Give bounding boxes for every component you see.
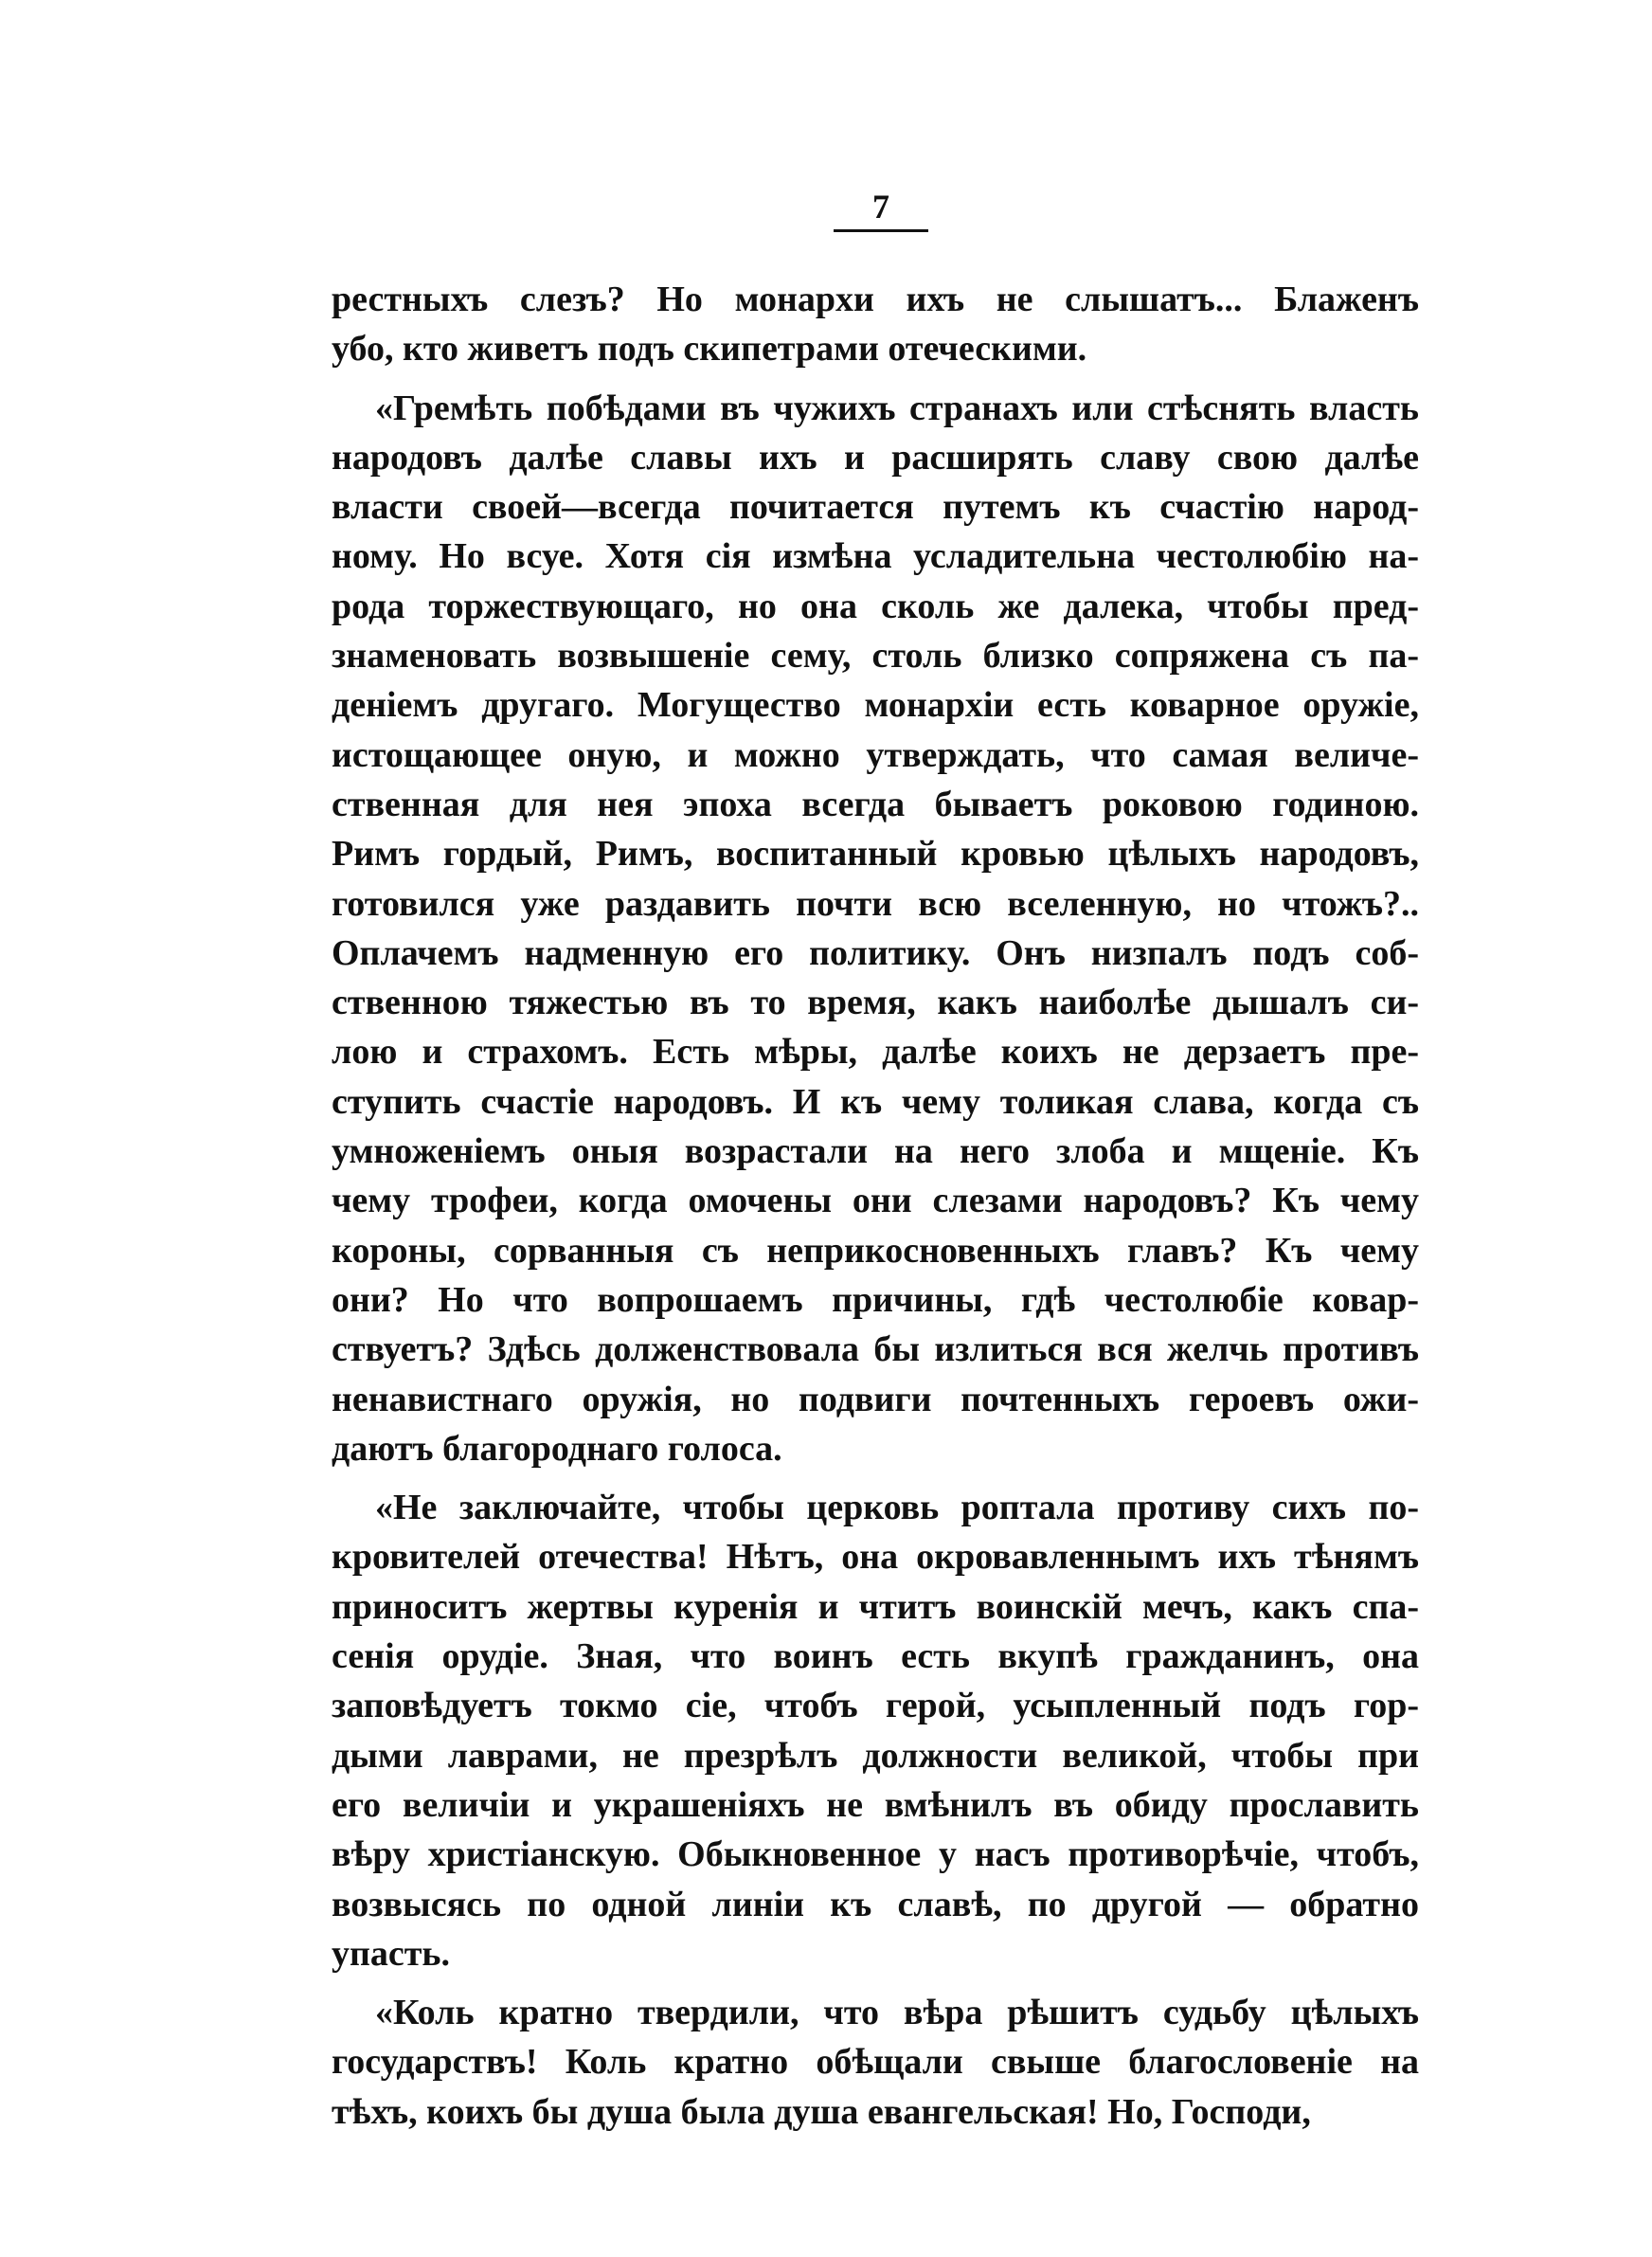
text-line: «Не заключайте, чтобы церковь роптала противу сихъ по-	[375, 1488, 1419, 1528]
text-line: ствуетъ? Здѣсь долженствовала бы излиться вся желчь противъ	[332, 1329, 1419, 1370]
paragraph-gap	[332, 1473, 1419, 1483]
text-line: готовился уже раздавить почти всю вселенную, но чтожъ?..	[332, 883, 1419, 924]
text-line: «Коль кратно твердили, что вѣра рѣшитъ судьбу цѣлыхъ	[375, 1993, 1419, 2033]
text-line: «Гремѣть побѣдами въ чужихъ странахъ или стѣснять власть	[375, 388, 1419, 428]
text-line: знаменовать возвышеніе сему, столь близко сопряжена съ па-	[332, 636, 1419, 677]
text-line: сенія орудіе. Зная, что воинъ есть вкупѣ гражданинъ, она	[332, 1636, 1419, 1677]
text-line: вѣру христіанскую. Обыкновенное у насъ противорѣчіе, чтобъ,	[332, 1834, 1419, 1875]
page-number: 7	[834, 188, 928, 232]
text-line: возвысясь по одной линіи къ славѣ, по другой — обратно	[332, 1884, 1419, 1924]
text-line: тѣхъ, коихъ бы душа была душа евангельская! Но, Господи,	[332, 2091, 1311, 2132]
text-line: деніемъ другаго. Могущество монархіи есть коварное оружіе,	[332, 685, 1419, 726]
text-line: рестныхъ слезъ? Но монархи ихъ не слышатъ... Блаженъ	[332, 280, 1419, 319]
paragraph-gap	[332, 1978, 1419, 1988]
text-line: Оплачемъ надменную его политику. Онъ низпалъ подъ соб-	[332, 932, 1419, 973]
text-line: лою и страхомъ. Есть мѣры, далѣе коихъ не дерзаетъ пре-	[332, 1032, 1419, 1073]
text-line: дыми лаврами, не презрѣлъ должности великой, чтобы при	[332, 1735, 1419, 1776]
text-line: ному. Но всуе. Хотя сія измѣна усладительна честолюбію на-	[332, 536, 1419, 577]
text-line: ственная для нея эпоха всегда бываетъ роковою годиною.	[332, 784, 1419, 824]
text-line: заповѣдуетъ токмо сіе, чтобъ герой, усыпленный подъ гор-	[332, 1686, 1419, 1726]
text-line: чему трофеи, когда омочены они слезами народовъ? Къ чему	[332, 1181, 1419, 1221]
paragraph	[332, 384, 1419, 1474]
text-line: рода торжествующаго, но она сколь же далека, чтобы пред-	[332, 586, 1419, 626]
text-line: народовъ далѣе славы ихъ и расширять славу свою далѣе	[332, 437, 1419, 478]
paragraph	[332, 1483, 1419, 1978]
body-text	[332, 275, 1419, 2137]
text-line: его величіи и украшеніяхъ не вмѣнилъ въ обиду прославить	[332, 1784, 1419, 1825]
paragraph	[332, 1988, 1419, 2137]
text-line: ственною тяжестью въ то время, какъ наиболѣе дышалъ си-	[332, 983, 1419, 1023]
text-line: умноженіемъ оныя возрастали на него злоба и мщеніе. Къ	[332, 1131, 1419, 1172]
text-line: Римъ гордый, Римъ, воспитанный кровью цѣлыхъ народовъ,	[332, 834, 1419, 875]
text-line: истощающее оную, и можно утверждать, что самая величе-	[332, 734, 1419, 775]
text-line: ненавистнаго оружія, но подвиги почтенныхъ героевъ ожи-	[332, 1379, 1419, 1419]
text-line: даютъ благороднаго голоса.	[332, 1428, 782, 1469]
text-line: короны, сорванныя съ неприкосновенныхъ главъ? Къ чему	[332, 1230, 1419, 1271]
text-line: кровителей отечества! Нѣтъ, она окровавленнымъ ихъ тѣнямъ	[332, 1537, 1419, 1578]
text-line: убо, кто живетъ подъ скипетрами отеческими.	[332, 329, 1087, 370]
text-line: ступить счастіе народовъ. И къ чему толикая слава, когда съ	[332, 1081, 1419, 1122]
paragraph	[332, 275, 1419, 374]
text-line: приноситъ жертвы куренія и чтитъ воинскій мечъ, какъ спа-	[332, 1586, 1419, 1627]
text-line: власти своей—всегда почитается путемъ къ счастію народ-	[332, 487, 1419, 528]
paragraph-gap	[332, 374, 1419, 384]
text-line: государствъ! Коль кратно обѣщали свыше благословеніе на	[332, 2042, 1419, 2083]
text-line: они? Но что вопрошаемъ причины, гдѣ честолюбіе ковар-	[332, 1279, 1419, 1320]
text-line: упасть.	[332, 1933, 451, 1974]
